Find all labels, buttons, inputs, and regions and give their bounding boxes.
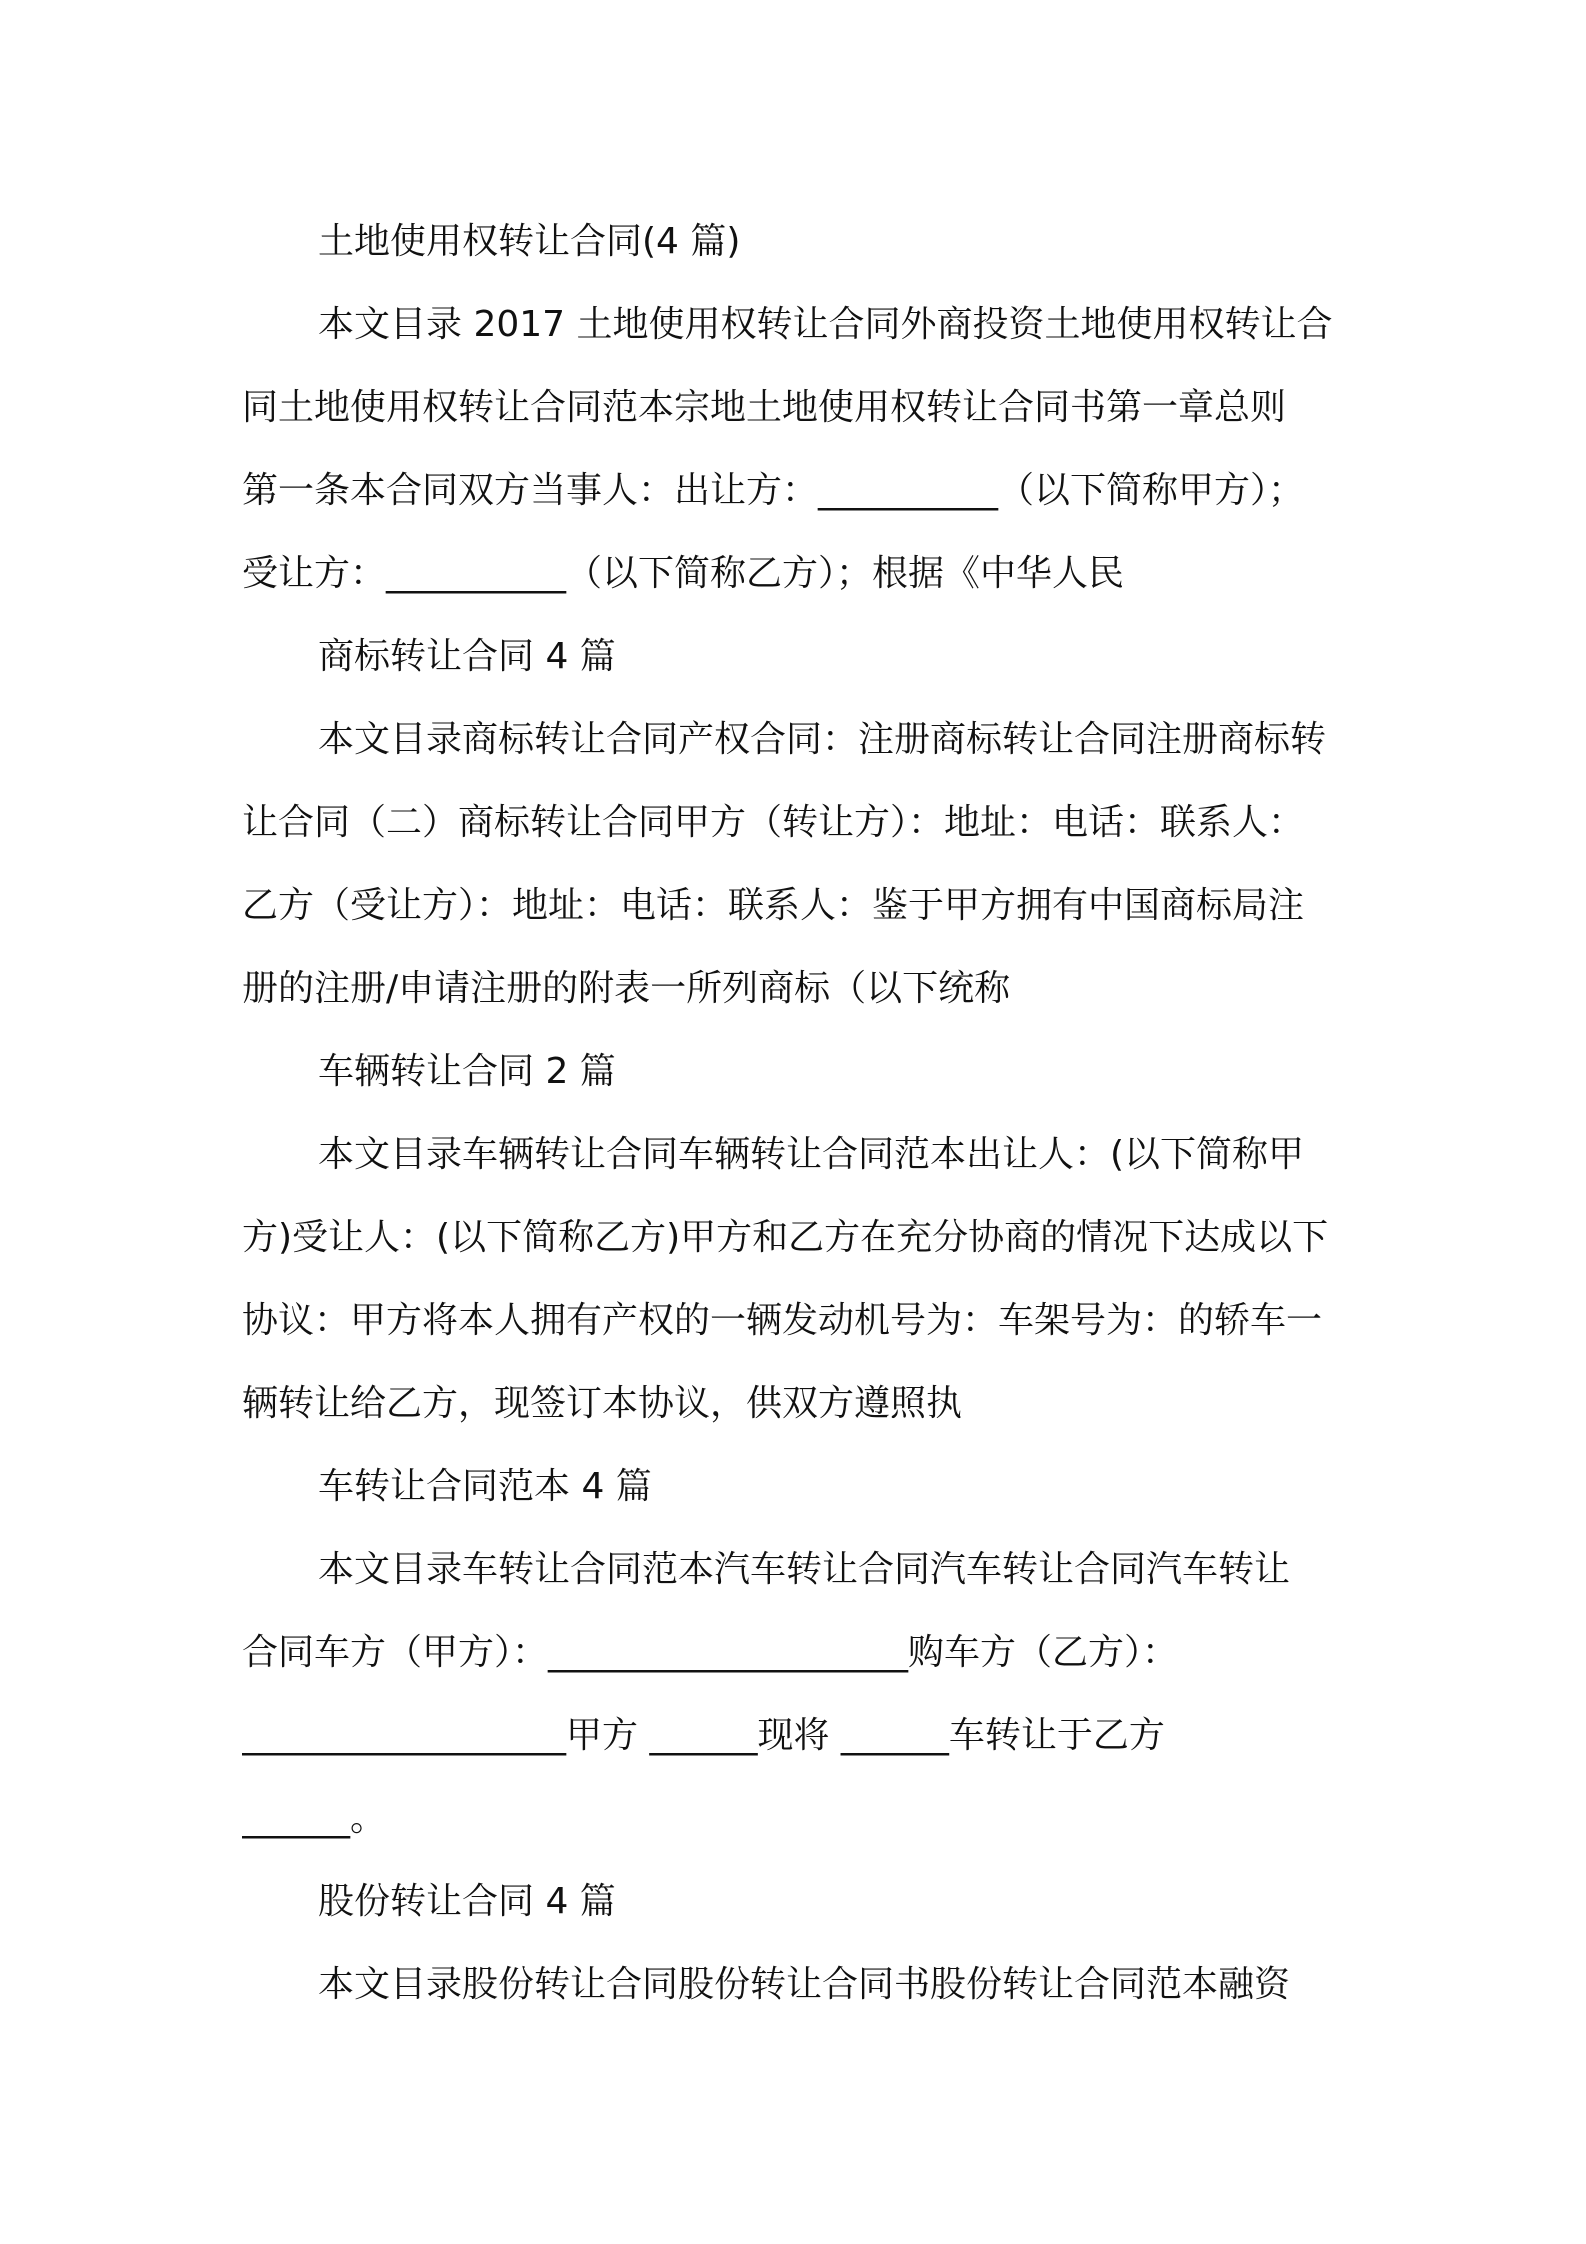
- paragraph-line: 本文目录商标转让合同产权合同：注册商标转让合同注册商标转: [318, 719, 1327, 760]
- paragraph-line: 本文目录车转让合同范本汽车转让合同汽车转让合同汽车转让: [318, 1549, 1291, 1590]
- section-title: 土地使用权转让合同(4 篇): [318, 221, 741, 262]
- paragraph-line: 第一条本合同双方当事人：出让方：__________（以下简称甲方）；: [242, 470, 1305, 511]
- document-body: [242, 200, 1354, 2026]
- paragraph-line: ______。: [242, 1798, 387, 1839]
- paragraph-line: __________________甲方 ______现将 ______车转让于乙方: [242, 1715, 1165, 1756]
- section-title: 车辆转让合同 2 篇: [318, 1051, 616, 1092]
- paragraph-line: 方)受让人：(以下简称乙方)甲方和乙方在充分协商的情况下达成以下: [242, 1217, 1329, 1258]
- section-title: 股份转让合同 4 篇: [318, 1881, 616, 1922]
- paragraph-line: 辆转让给乙方，现签订本协议，供双方遵照执: [242, 1383, 963, 1424]
- paragraph-line: 受让方：__________（以下简称乙方）；根据《中华人民: [242, 553, 1125, 594]
- paragraph-line: 本文目录车辆转让合同车辆转让合同范本出让人：(以下简称甲: [318, 1134, 1305, 1175]
- paragraph-line: 合同车方（甲方）：____________________购车方（乙方）：: [242, 1632, 1179, 1673]
- paragraph-line: 本文目录股份转让合同股份转让合同书股份转让合同范本融资: [318, 1964, 1291, 2005]
- paragraph-line: 协议：甲方将本人拥有产权的一辆发动机号为：车架号为：的轿车一: [242, 1300, 1323, 1341]
- paragraph-line: 乙方（受让方）：地址：电话：联系人：鉴于甲方拥有中国商标局注: [242, 885, 1305, 926]
- section-title: 车转让合同范本 4 篇: [318, 1466, 652, 1507]
- paragraph-line: 同土地使用权转让合同范本宗地土地使用权转让合同书第一章总则: [242, 387, 1287, 428]
- paragraph-line: 册的注册/申请注册的附表一所列商标（以下统称: [242, 968, 1011, 1009]
- paragraph-line: 本文目录 2017 土地使用权转让合同外商投资土地使用权转让合: [318, 304, 1333, 345]
- section-title: 商标转让合同 4 篇: [318, 636, 616, 677]
- paragraph-line: 让合同（二）商标转让合同甲方（转让方）：地址：电话：联系人：: [242, 802, 1305, 843]
